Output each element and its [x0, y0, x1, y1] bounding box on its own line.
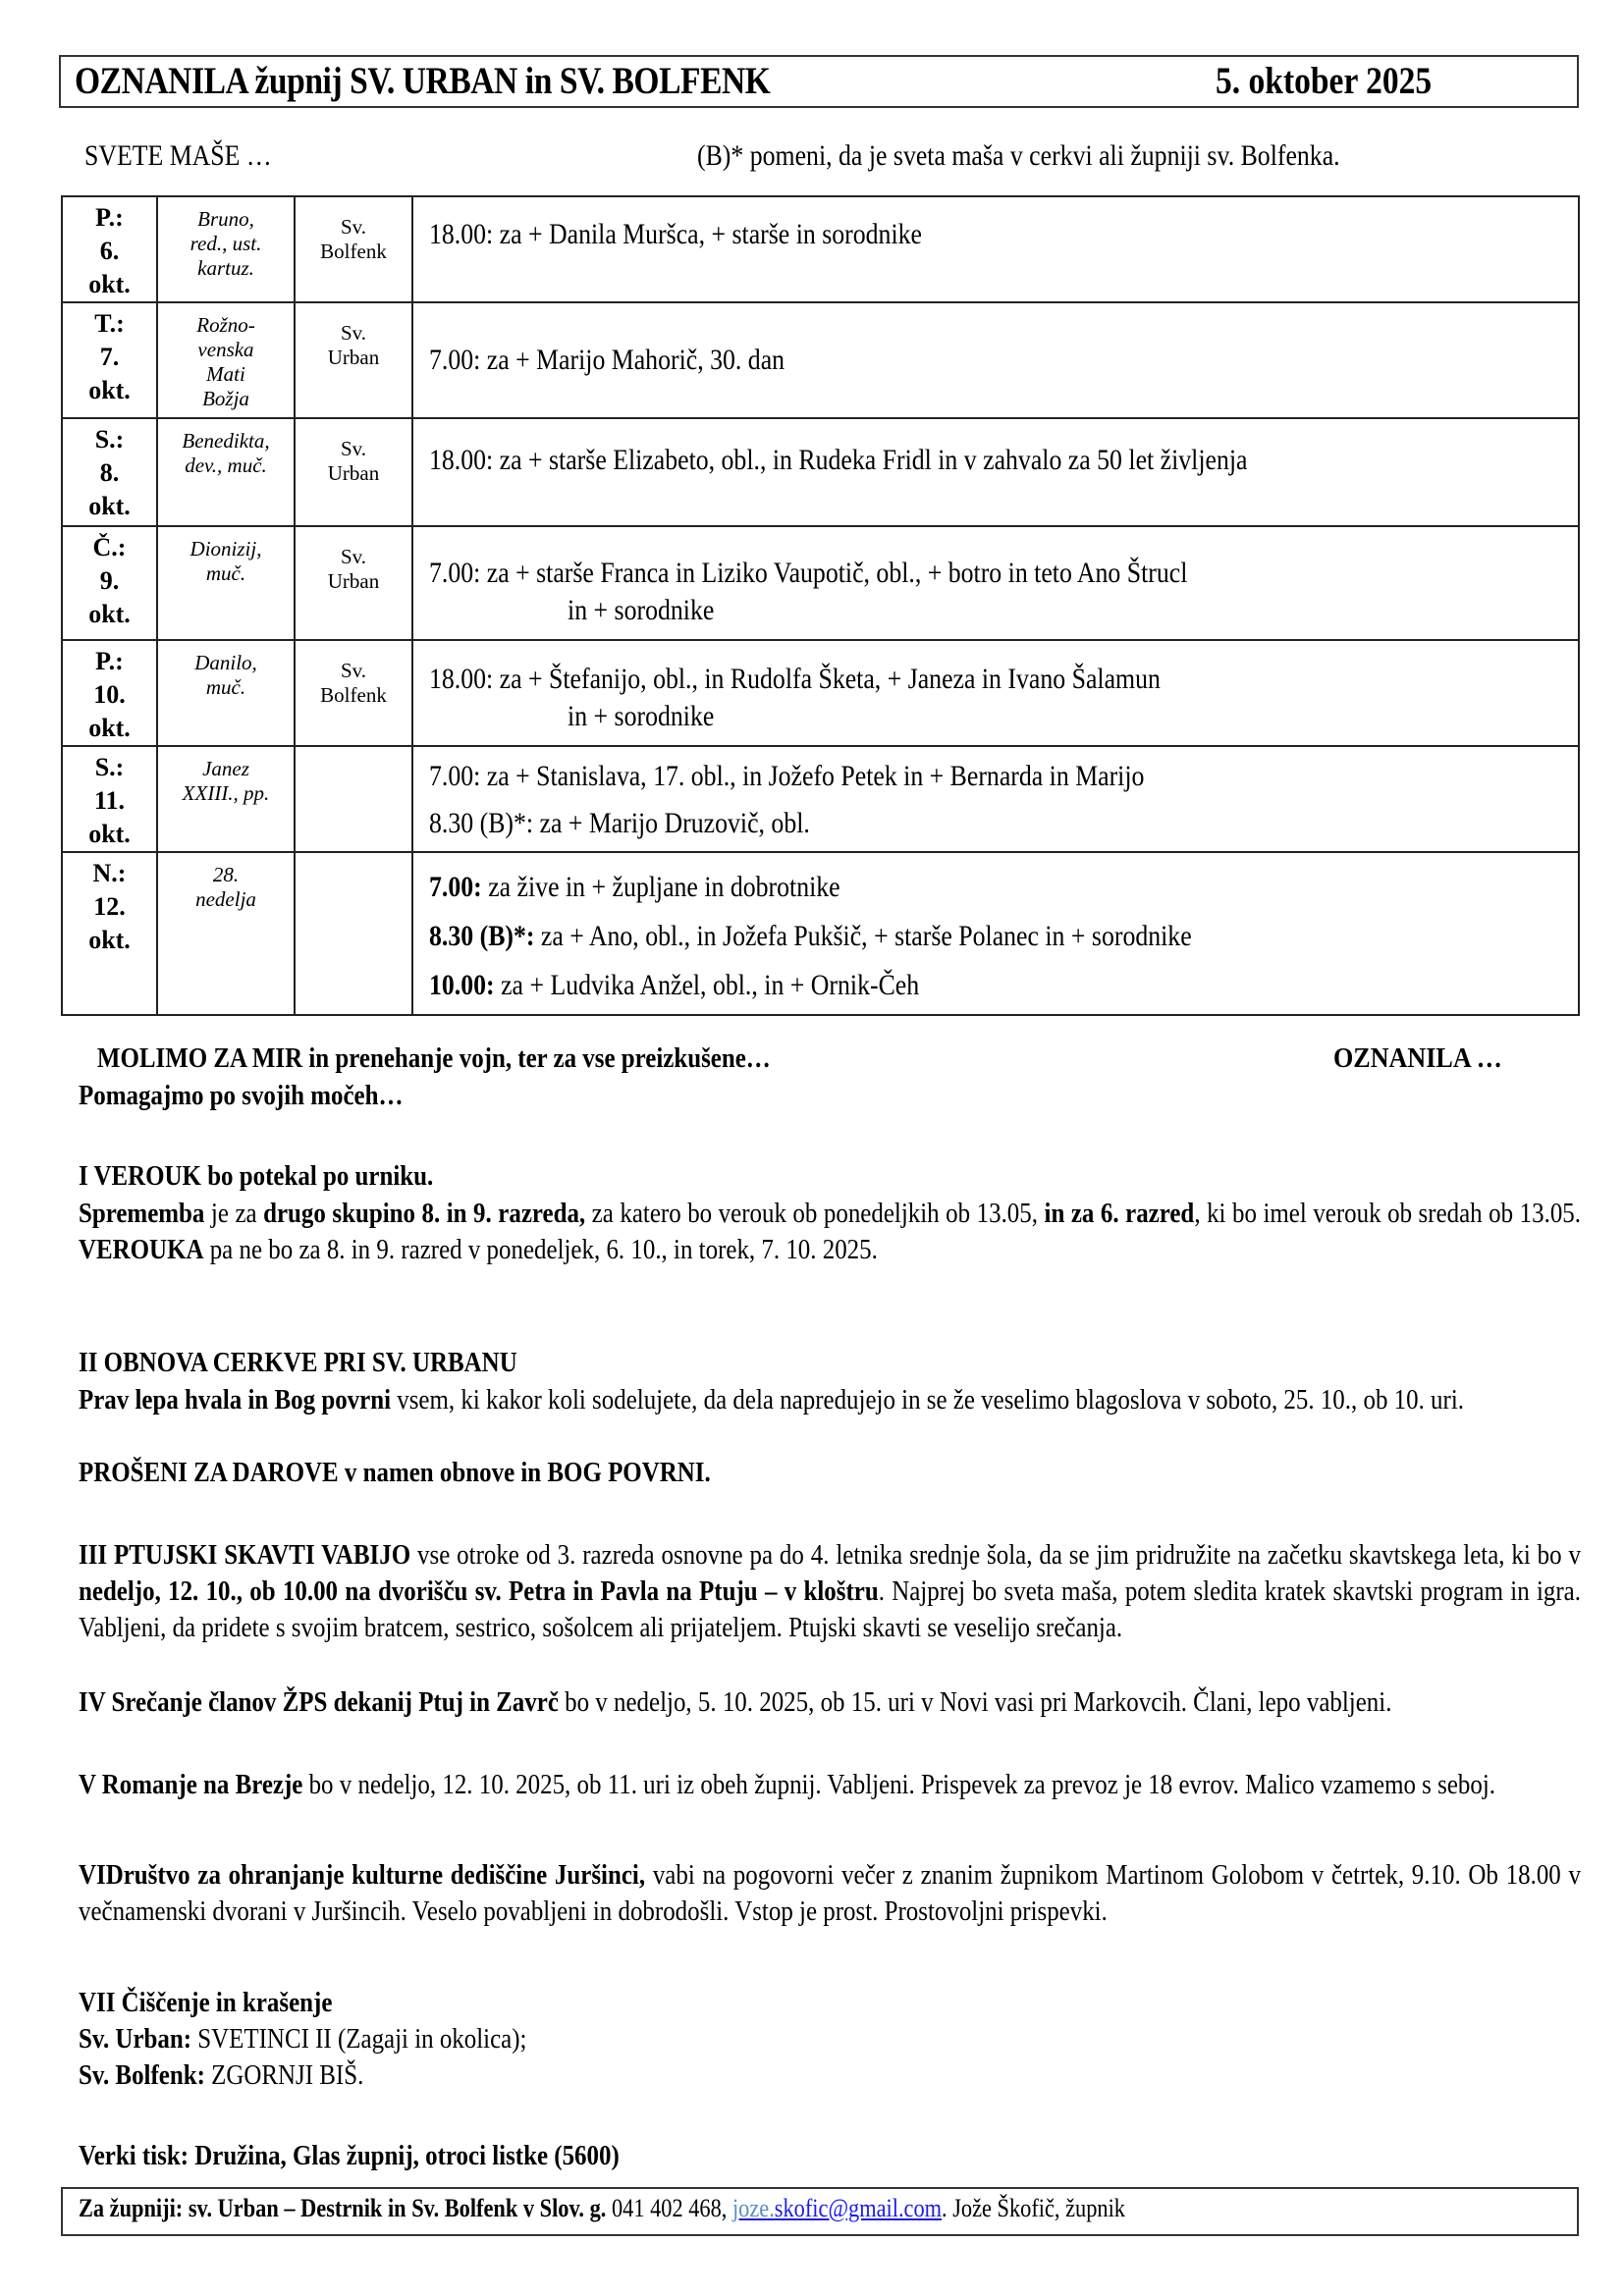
intentions-cell [412, 746, 1579, 852]
section-i-text [79, 1196, 1581, 1268]
saint-name: kartuz. [197, 256, 254, 280]
mass-schedule-table [61, 195, 1580, 1016]
church-name: Urban [327, 569, 380, 593]
body-text: vse otroke od 3. razreda osnovne pa do 4. letnika srednje šola, da se jim pridružite na začetku skavtskega leta, ki bo v [410, 1539, 1581, 1571]
mass-time: 8.30 (B)*: [429, 920, 535, 952]
day-label: 7. [99, 343, 120, 371]
intention-text: 8.30 (B)*: za + Marijo Druzovič, obl. [429, 807, 810, 839]
intention-text: 18.00: za + Danila Muršca, + starše in sorodnike [429, 218, 922, 250]
saint-name: Bruno, [197, 207, 254, 231]
mass-intention [429, 441, 1417, 480]
emphasis-text: nedeljo, 12. 10., ob 10.00 na dvorišču sv. Petra in Pavla na Ptuju – v kloštru [79, 1575, 879, 1607]
saint-name: nedelja [195, 887, 256, 911]
day-cell [62, 526, 157, 640]
day-cell [62, 196, 157, 302]
cleaning-urban-label: Sv. Urban: [79, 2023, 192, 2055]
section-iv-text [79, 1684, 1581, 1721]
saint-name: XXIII., pp. [182, 781, 270, 805]
mass-row [62, 746, 1579, 852]
body-text: je za [204, 1198, 264, 1229]
mass-row [62, 196, 1579, 302]
day-label: Č.: [92, 533, 127, 561]
saint-cell [157, 746, 295, 852]
body-text: vsem, ki kakor koli sodelujete, da dela napredujejo in se že veselimo blagoslova v soboto, 25. 10., ob 10. uri. [391, 1384, 1465, 1415]
saint-cell [157, 302, 295, 418]
day-label: S.: [94, 425, 125, 454]
saint-name: muč. [205, 561, 246, 585]
saint-name: Dionizij, [189, 537, 262, 561]
day-label: okt. [88, 376, 131, 404]
mass-intention [429, 555, 1417, 592]
section-i-heading [79, 1158, 1581, 1195]
church-name: Bolfenk [320, 683, 387, 707]
prayer-line [79, 1041, 1581, 1077]
cleaning-bolfenk [79, 2057, 1581, 2094]
church-cell [295, 640, 412, 746]
bulletin-title: OZNANILA župnij SV. URBAN in SV. BOLFENK [75, 60, 771, 102]
footer-email-link[interactable] [732, 2194, 942, 2222]
saint-name: Janez [202, 757, 249, 780]
emphasis-text: drugo skupino 8. in 9. razreda, [263, 1198, 586, 1229]
intention-text: in + sorodnike [568, 594, 715, 626]
mass-intention [429, 800, 1417, 847]
saint-cell [157, 418, 295, 526]
saint-name: red., ust. [189, 232, 262, 255]
bolfenk-note: (B)* pomeni, da je sveta maša v cerkvi ali župniji sv. Bolfenka. [697, 139, 1340, 172]
church-name: Urban [327, 461, 380, 485]
day-label: 10. [93, 680, 126, 709]
saint-name: Božja [202, 387, 249, 410]
day-label: P.: [95, 203, 124, 232]
section-v-text [79, 1767, 1581, 1803]
church-cell [295, 302, 412, 418]
saint-name: dev., muč. [185, 454, 267, 477]
saint-name: Danilo, [194, 651, 257, 674]
day-label: T.: [94, 309, 125, 338]
church-name: Urban [327, 346, 380, 369]
saint-name: venska [197, 338, 254, 361]
cleaning-bolfenk-label: Sv. Bolfenk: [79, 2059, 205, 2091]
mass-intention [429, 341, 1417, 380]
mass-row [62, 302, 1579, 418]
saint-name: 28. [212, 863, 240, 886]
church-name: Sv. [340, 659, 367, 682]
day-label: okt. [88, 820, 131, 848]
mass-intention [429, 661, 1417, 698]
day-cell [62, 302, 157, 418]
intention-text: za žive in + župljane in dobrotnike [481, 871, 840, 903]
intention-text: 7.00: za + starše Franca in Liziko Vaupotič, obl., + botro in teto Ano Štrucl [429, 557, 1188, 589]
intentions-cell [412, 418, 1579, 526]
footer-phone: 041 402 468, [611, 2194, 728, 2222]
intention-text: 7.00: za + Marijo Mahorič, 30. dan [429, 344, 785, 376]
saint-name: Benedikta, [182, 429, 270, 453]
day-label: S.: [94, 753, 125, 781]
body-text: bo v nedeljo, 12. 10. 2025, ob 11. uri iz obeh župnij. Vabljeni. Prispevek za prevoz je 18 evrov. Malico vzamemo s seboj. [302, 1769, 1495, 1800]
saint-name: Rožno- [196, 313, 255, 337]
mass-row [62, 526, 1579, 640]
church-name: Sv. [340, 215, 367, 239]
body-text: pa ne bo za 8. in 9. razred v ponedeljek, 6. 10., in torek, 7. 10. 2025. [203, 1234, 878, 1265]
day-label: 8. [99, 458, 120, 487]
intentions-cell [412, 196, 1579, 302]
cleaning-bolfenk-value: ZGORNJI BIŠ. [204, 2059, 364, 2091]
email-rest: skofic@gmail.com [774, 2194, 943, 2222]
emphasis-text: VEROUKA [79, 1234, 204, 1265]
section-ii-donations [79, 1455, 1581, 1491]
intention-text: za + Ludvika Anžel, obl., in + Ornik-Čeh [494, 969, 920, 1001]
mass-row [62, 640, 1579, 746]
day-cell [62, 852, 157, 1015]
emphasis-text: Sprememba [79, 1198, 205, 1229]
emphasis-text: in za 6. razred [1044, 1198, 1195, 1229]
footer-signature: . Jože Škofič, župnik [942, 2194, 1125, 2222]
body-text: bo v nedeljo, 5. 10. 2025, ob 15. uri v Novi vasi pri Markovcih. Člani, lepo vabljeni. [558, 1686, 1392, 1718]
day-label: P.: [95, 647, 124, 675]
day-label: 12. [93, 892, 126, 921]
body-text: , ki bo imel verouk ob sredah ob 13.05. [1194, 1198, 1581, 1229]
emphasis-text: IV Srečanje članov ŽPS dekanij Ptuj in Zavrč [79, 1686, 559, 1718]
saint-cell [157, 196, 295, 302]
bulletin-header [59, 55, 1579, 108]
mass-intention [429, 698, 1417, 735]
day-label: 11. [93, 786, 126, 815]
day-label: okt. [88, 714, 131, 742]
body-text: . Najprej bo sveta maša, potem sledita kratek skavtski program in igra. Vabljeni, da pridete s svojim bratcem, sestrico, sošolcem ali prijateljem. Ptujski skavti se veselijo srečanja. [79, 1575, 1581, 1643]
help-line [79, 1078, 1581, 1114]
help-text: Pomagajmo po svojih močeh… [79, 1080, 404, 1111]
body-text: vabi na pogovorni večer z znanim župnikom Martinom Golobom v četrtek, 9.10. Ob 18.00 v večnamenski dvorani v Juršincih. Veselo povabljeni in dobrodošli. Vstop je prost. Prostovoljni prispevki. [79, 1859, 1582, 1927]
section-ii-text [79, 1382, 1581, 1418]
day-label: 6. [99, 237, 120, 265]
section-iii-text [79, 1537, 1581, 1646]
press-line [79, 2138, 1581, 2174]
verouk-heading: I VEROUK bo potekal po urniku. [79, 1160, 434, 1192]
day-label: okt. [88, 270, 131, 298]
emphasis-text: V Romanje na Brezje [79, 1769, 303, 1800]
saint-name: muč. [205, 675, 246, 699]
intention-text: za + Ano, obl., in Jožefa Pukšič, + starše Polanec in + sorodnike [534, 920, 1192, 952]
saint-cell [157, 852, 295, 1015]
mass-row [62, 418, 1579, 526]
intentions-cell [412, 640, 1579, 746]
day-label: N.: [92, 859, 127, 887]
mass-intention [429, 863, 1417, 912]
mass-intention [429, 215, 1417, 254]
press-text: Verki tisk: Družina, Glas župnij, otroci listke (5600) [79, 2140, 620, 2171]
prayer-text: MOLIMO ZA MIR in prenehanje vojn, ter za vse preizkušene… [96, 1042, 771, 1074]
cleaning-heading: VII Čiščenje in krašenje [79, 1987, 333, 2018]
section-vii-heading [79, 1985, 1581, 2021]
church-cell [295, 852, 412, 1015]
emphasis-text: Prav lepa hvala in Bog povrni [79, 1384, 392, 1415]
masses-heading: SVETE MAŠE … [84, 139, 272, 172]
church-name: Sv. [340, 545, 367, 568]
day-cell [62, 746, 157, 852]
bulletin-date: 5. oktober 2025 [1216, 60, 1433, 102]
church-name: Bolfenk [320, 240, 387, 263]
section-vi-text [79, 1857, 1581, 1930]
email-prefix: joze. [731, 2194, 775, 2222]
day-cell [62, 418, 157, 526]
mass-time: 10.00: [429, 969, 495, 1001]
contact-footer [61, 2187, 1579, 2236]
day-label: okt. [88, 600, 131, 628]
church-name: Sv. [340, 437, 367, 460]
emphasis-text: VIDruštvo za ohranjanje kulturne dediščine Juršinci, [79, 1859, 646, 1891]
day-label: okt. [88, 492, 131, 520]
intention-text: in + sorodnike [568, 700, 715, 732]
body-text: za katero bo verouk ob ponedeljkih ob 13.05, [585, 1198, 1045, 1229]
church-cell [295, 418, 412, 526]
saint-name: Mati [206, 362, 245, 386]
saint-cell [157, 640, 295, 746]
saint-cell [157, 526, 295, 640]
intentions-cell [412, 526, 1579, 640]
day-cell [62, 640, 157, 746]
intention-text: 7.00: za + Stanislava, 17. obl., in Jožefo Petek in + Bernarda in Marijo [429, 760, 1145, 792]
mass-intention [429, 912, 1417, 961]
cleaning-urban [79, 2021, 1581, 2057]
mass-intention [429, 961, 1417, 1010]
cleaning-urban-value: SVETINCI II (Zagaji in okolica); [191, 2023, 527, 2055]
obnova-heading: II OBNOVA CERKVE PRI SV. URBANU [79, 1347, 517, 1378]
mass-time: 7.00: [429, 871, 482, 903]
prayer-right-label: OZNANILA … [1333, 1042, 1502, 1074]
footer-parishes: Za župniji: sv. Urban – Destrnik in Sv. Bolfenk v Slov. g. [79, 2194, 607, 2222]
mass-row [62, 852, 1579, 1015]
mass-intention [429, 753, 1417, 800]
day-label: 9. [99, 566, 120, 595]
section-ii-heading [79, 1345, 1581, 1381]
intentions-cell [412, 852, 1579, 1015]
intention-text: 18.00: za + Štefanijo, obl., in Rudolfa Šketa, + Janeza in Ivano Šalamun [429, 663, 1161, 695]
intentions-cell [412, 302, 1579, 418]
intention-text: 18.00: za + starše Elizabeto, obl., in Rudeka Fridl in v zahvalo za 50 let življenja [429, 444, 1248, 476]
church-cell [295, 746, 412, 852]
day-label: okt. [88, 926, 131, 954]
mass-intention [429, 592, 1417, 629]
church-cell [295, 526, 412, 640]
church-name: Sv. [340, 321, 367, 345]
donations-text: PROŠENI ZA DAROVE v namen obnove in BOG POVRNI. [79, 1457, 711, 1488]
church-cell [295, 196, 412, 302]
emphasis-text: III PTUJSKI SKAVTI VABIJO [79, 1539, 411, 1571]
